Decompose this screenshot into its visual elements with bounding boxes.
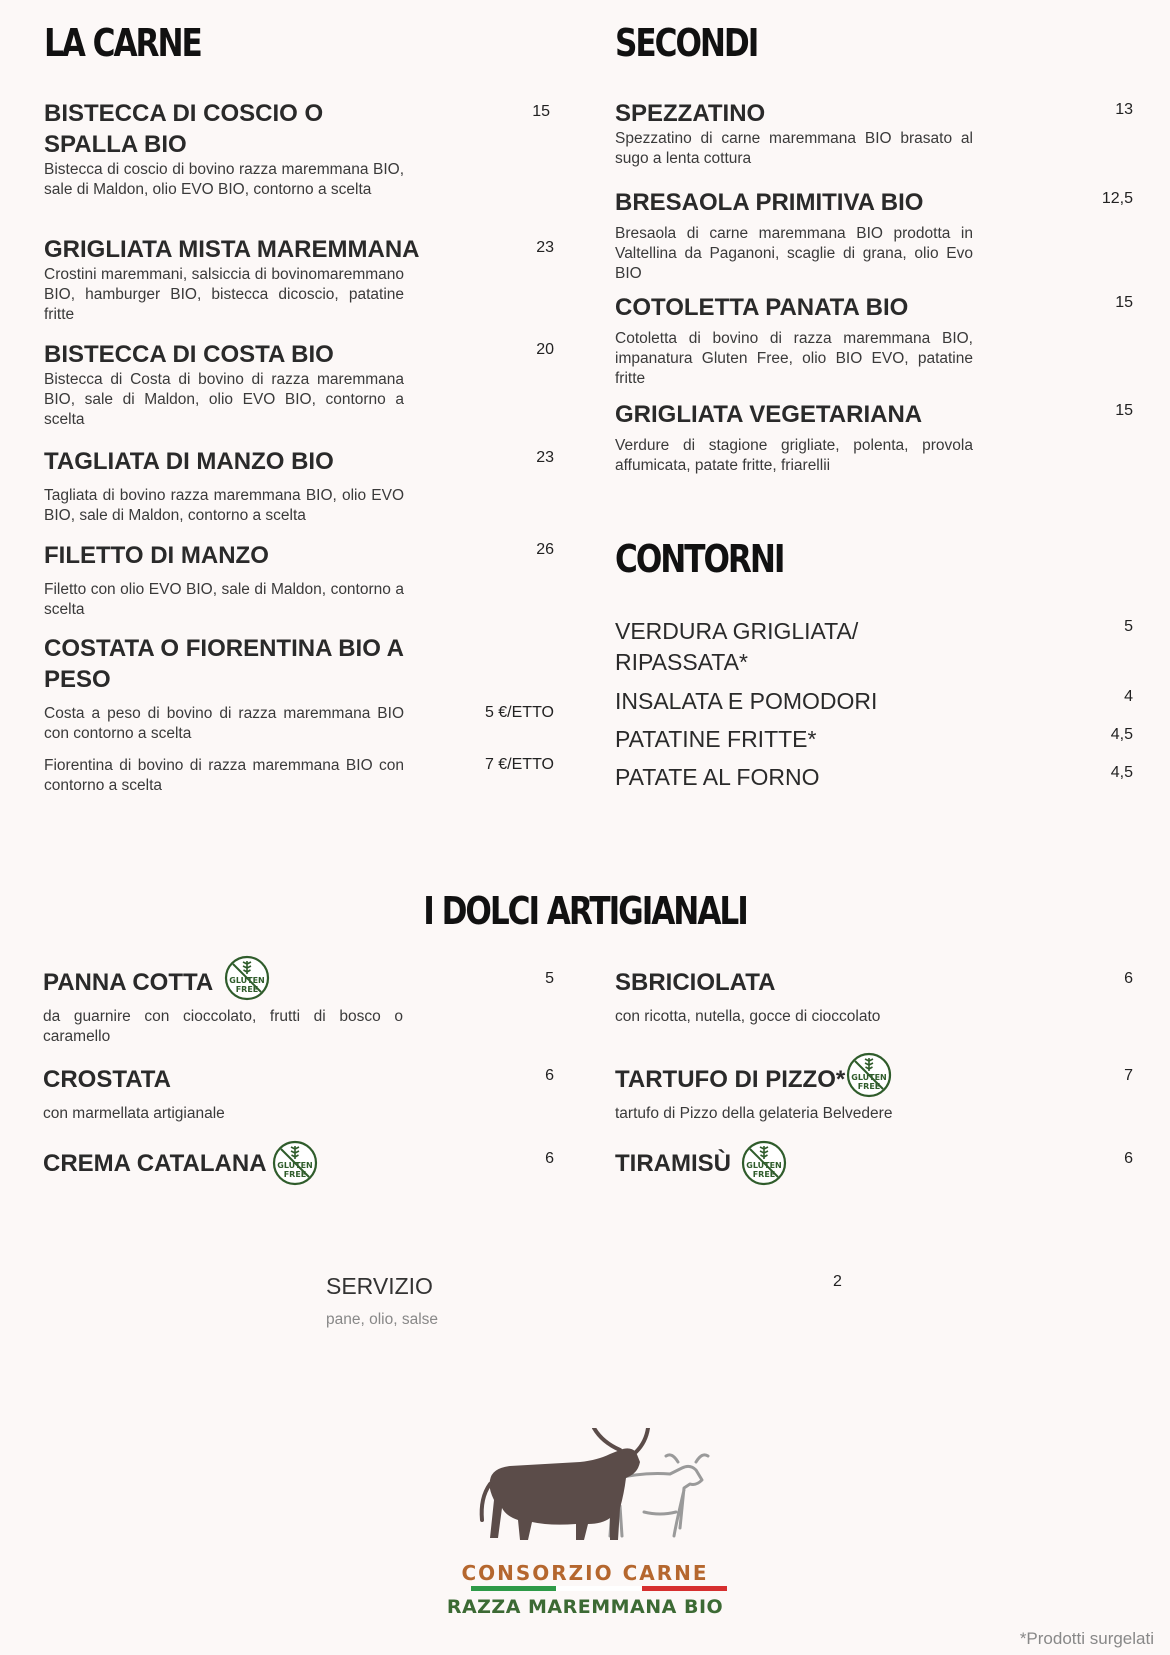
item-name: PANNA COTTA [43, 969, 214, 996]
side-item-price: 4,5 [1110, 764, 1133, 781]
section-heading-dolci: I DOLCI ARTIGIANALI [423, 889, 747, 933]
cattle-logo-icon [470, 1428, 730, 1548]
gluten-free-icon [272, 1140, 318, 1186]
side-item-name: PATATE AL FORNO [615, 764, 820, 790]
menu-item-peso-costa [44, 704, 404, 744]
dessert-item [43, 1148, 403, 1179]
footnote: *Prodotti surgelati [1019, 1629, 1154, 1648]
item-price: 6 [1124, 1150, 1133, 1167]
gluten-free-icon [846, 1052, 892, 1098]
item-price: 15 [1115, 402, 1133, 419]
side-item-price: 4,5 [1110, 726, 1133, 743]
menu-item [615, 187, 973, 284]
section-heading-secondi: SECONDI [615, 21, 758, 65]
side-item-name: INSALATA E POMODORI [615, 688, 878, 714]
item-description: Bresaola di carne maremmana BIO prodotta in Valtellina da Paganoni, scaglie di grana, olio Evo BIO [615, 225, 973, 282]
menu-item [615, 98, 973, 169]
service-charge-price: 2 [833, 1273, 842, 1290]
item-name: COTOLETTA PANATA BIO [615, 294, 909, 321]
item-price: 23 [536, 449, 554, 466]
item-price: 7 [1124, 1067, 1133, 1084]
svg-text:FREE: FREE [235, 985, 259, 994]
side-item-name: PATATINE FRITTE* [615, 726, 817, 752]
item-description: Fiorentina di bovino di razza maremmana BIO con contorno a scelta [44, 757, 404, 794]
item-description: Verdure di stagione grigliate, polenta, provola affumicata, patate fritte, friarellii [615, 437, 973, 474]
menu-item [44, 98, 404, 200]
section-heading-contorni: CONTORNI [615, 537, 784, 581]
item-name: GRIGLIATA VEGETARIANA [615, 401, 923, 428]
menu-item [615, 399, 973, 476]
item-description: Filetto con olio EVO BIO, sale di Maldon, contorno a scelta [44, 581, 404, 618]
side-item-name: VERDURA GRIGLIATA/ RIPASSATA* [615, 618, 859, 675]
item-price: 12,5 [1101, 190, 1133, 207]
svg-text:GLUTEN: GLUTEN [229, 976, 265, 985]
menu-item [44, 339, 404, 430]
item-description: Spezzatino di carne maremmana BIO brasato al sugo a lenta cottura [615, 130, 973, 167]
item-price: 6 [545, 1067, 554, 1084]
item-price: 6 [545, 1150, 554, 1167]
menu-item-peso-fiorentina [44, 756, 404, 796]
logo-title: CONSORZIO CARNE [461, 1561, 709, 1585]
dessert-item [615, 1148, 973, 1179]
menu-item [615, 292, 973, 389]
item-name: SPEZZATINO [615, 100, 766, 127]
item-name: COSTATA O FIORENTINA BIO A PESO [44, 635, 404, 693]
item-name: GRIGLIATA MISTA MAREMMANA [44, 236, 420, 263]
item-description: tartufo di Pizzo della gelateria Belvedere [615, 1105, 893, 1122]
item-price: 20 [536, 341, 554, 358]
svg-text:GLUTEN: GLUTEN [746, 1161, 782, 1170]
item-description: Bistecca di coscio di bovino razza maremmana BIO, sale di Maldon, olio EVO BIO, contorno a scelta [44, 161, 404, 198]
item-description: da guarnire con cioccolato, frutti di bosco o caramello [43, 1008, 403, 1045]
service-charge-description: pane, olio, salse [326, 1311, 439, 1328]
item-name: BISTECCA DI COSCIO O SPALLA BIO [44, 100, 324, 158]
item-description: con ricotta, nutella, gocce di cioccolato [615, 1008, 881, 1025]
item-price: 13 [1115, 101, 1133, 118]
dessert-item [43, 967, 403, 1047]
item-name: TAGLIATA DI MANZO BIO [44, 448, 334, 475]
menu-item [44, 446, 404, 526]
menu-item [44, 633, 404, 695]
svg-text:GLUTEN: GLUTEN [851, 1073, 887, 1082]
dessert-item [615, 1064, 973, 1124]
svg-text:FREE: FREE [283, 1170, 307, 1179]
item-price: 7 €/ETTO [484, 756, 554, 773]
item-description: con marmellata artigianale [43, 1105, 225, 1122]
item-description: Tagliata di bovino razza maremmana BIO, olio EVO BIO, sale di Maldon, contorno a scelta [44, 487, 404, 524]
side-item-price: 5 [1124, 618, 1133, 635]
side-item-price: 4 [1124, 688, 1133, 705]
item-price: 15 [1115, 294, 1133, 311]
dessert-item [615, 967, 973, 1027]
item-name: FILETTO DI MANZO [44, 542, 269, 569]
item-description: Crostini maremmani, salsiccia di bovinomaremmano BIO, hamburger BIO, bistecca dicoscio, patatine fritte [44, 266, 404, 323]
item-price: 5 [545, 970, 554, 987]
gluten-free-icon [741, 1140, 787, 1186]
menu-item [44, 540, 404, 620]
italian-flag-stripe [471, 1586, 727, 1591]
svg-text:FREE: FREE [752, 1170, 776, 1179]
item-description: Bistecca di Costa di bovino di razza maremmana BIO, sale di Maldon, olio EVO BIO, contorno a scelta [44, 371, 404, 428]
item-name: SBRICIOLATA [615, 969, 776, 996]
item-name: CREMA CATALANA [43, 1150, 267, 1177]
item-name: TARTUFO DI PIZZO* [615, 1066, 846, 1093]
item-price: 26 [536, 541, 554, 558]
service-charge-label: SERVIZIO [326, 1273, 433, 1299]
logo-subtitle: RAZZA MAREMMANA BIO [446, 1596, 724, 1618]
item-name: BRESAOLA PRIMITIVA BIO [615, 189, 924, 216]
svg-text:FREE: FREE [857, 1082, 881, 1091]
item-name: CROSTATA [43, 1066, 171, 1093]
svg-text:GLUTEN: GLUTEN [277, 1161, 313, 1170]
item-description: Costa a peso di bovino di razza maremmana BIO con contorno a scelta [44, 705, 404, 742]
item-price: 5 €/ETTO [484, 704, 554, 721]
item-price: 6 [1124, 970, 1133, 987]
section-heading-la-carne: LA CARNE [44, 21, 201, 65]
menu-item [44, 234, 420, 325]
item-price: 23 [536, 239, 554, 256]
item-price: 15 [532, 103, 550, 120]
item-description: Cotoletta di bovino di razza maremmana BIO, impanatura Gluten Free, olio BIO EVO, patatine fritte [615, 330, 973, 387]
dessert-item [43, 1064, 403, 1124]
gluten-free-icon [224, 955, 270, 1001]
item-name: TIRAMISÙ [615, 1150, 731, 1177]
item-name: BISTECCA DI COSTA BIO [44, 341, 334, 368]
